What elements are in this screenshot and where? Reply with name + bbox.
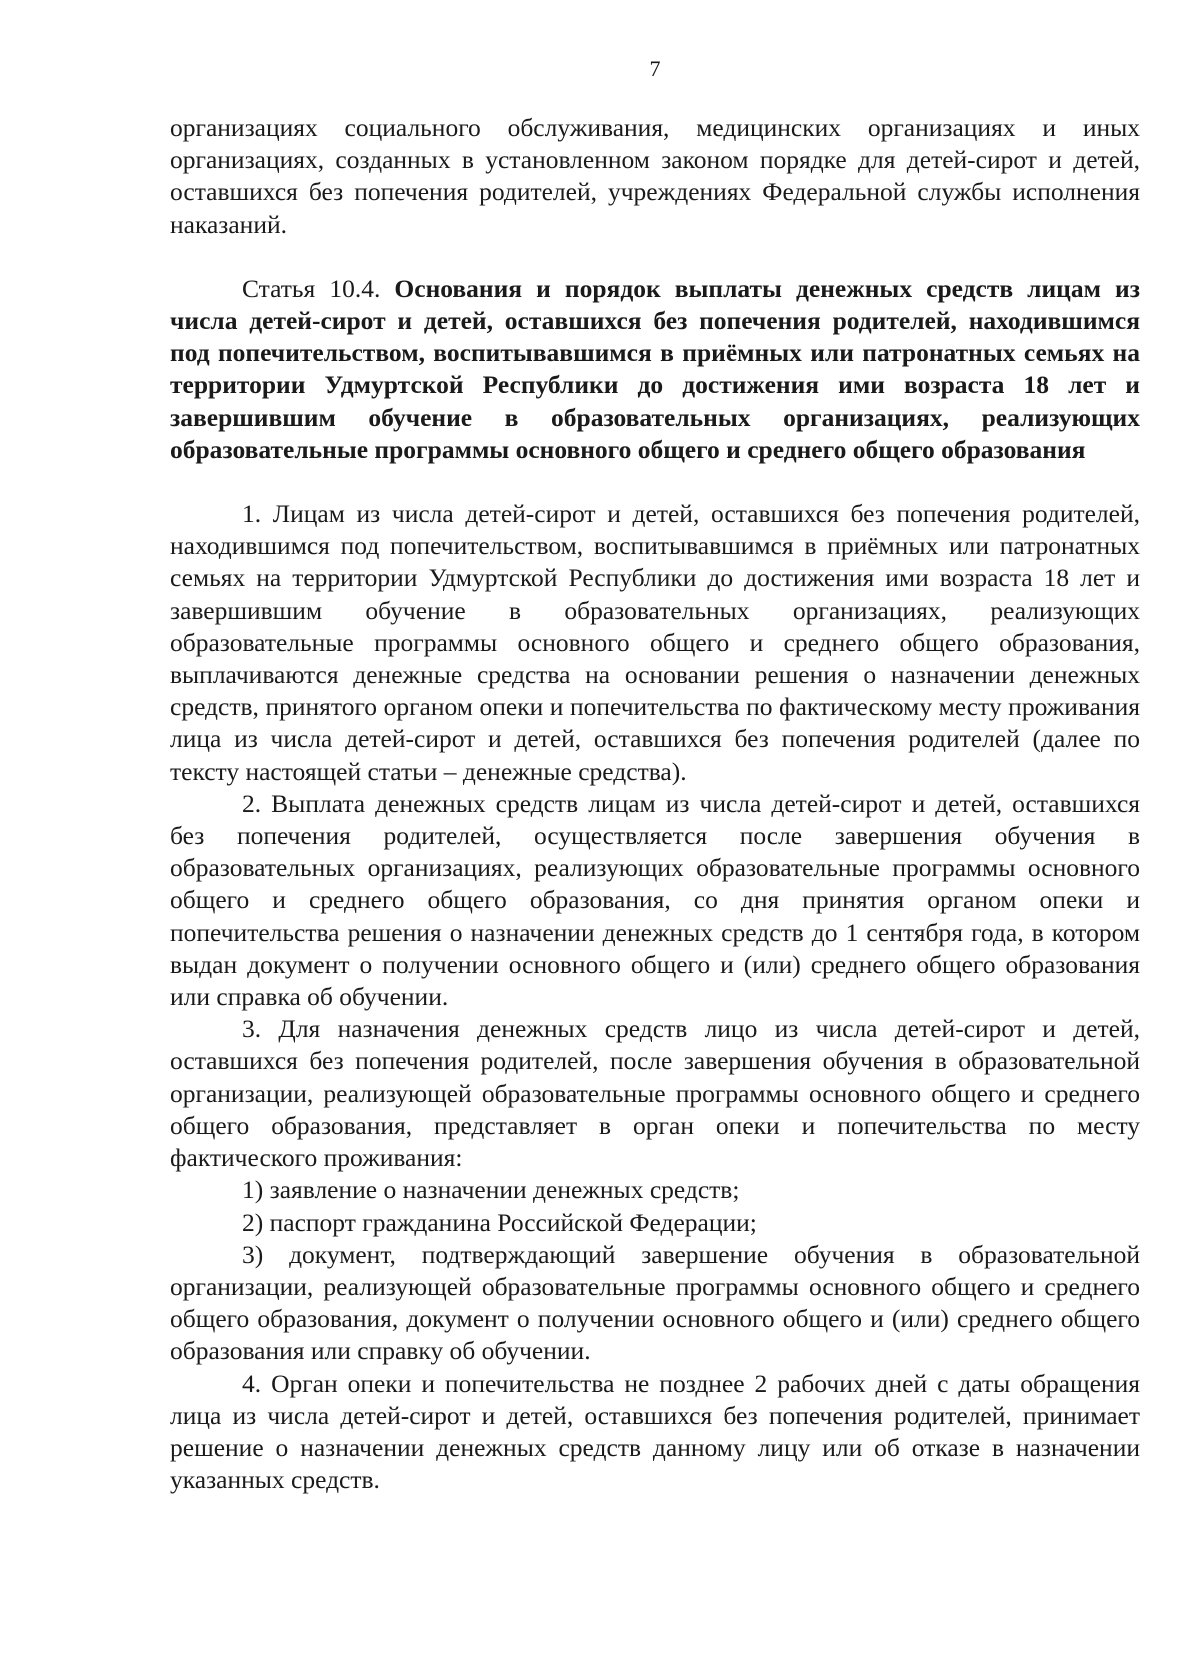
list-item-2: 2) паспорт гражданина Российской Федерации; [242, 1207, 757, 1237]
intro-paragraph: организациях социального обслуживания, медицинских организациях и иных организациях, созданных в установленном законом порядке для детей-сирот и детей, оставшихся без попечения родителей, учреждениях Федеральной службы исполнения наказаний. [170, 113, 1140, 239]
list-item-3: 3) документ, подтверждающий завершение обучения в образовательной организации, реализующей образовательные программы основного общего и среднего общего образования, документ о получении основного общего и (или) среднего общего образования или справку об обучении. [170, 1239, 1140, 1366]
document-body [170, 112, 1140, 1496]
article-heading [170, 273, 1140, 466]
page-number: 7 [649, 56, 661, 81]
paragraph-2: 2. Выплата денежных средств лицам из числа детей-сирот и детей, оставшихся без попечения родителей, осуществляется после завершения обучения в образовательных организациях, реализующих образовательные программы основного общего и среднего общего образования, со дня принятия органом опеки и попечительства решения о назначении денежных средств до 1 сентября года, в котором выдан документ о получении основного общего и (или) среднего общего образования или справка об обучении. [170, 788, 1140, 1012]
paragraph-3: 3. Для назначения денежных средств лицо из числа детей-сирот и детей, оставшихся без попечения родителей, после завершения обучения в образовательной организации, реализующей образовательные программы основного общего и среднего общего образования, представляет в орган опеки и попечительства по месту фактического проживания: [170, 1014, 1140, 1173]
article-title: Основания и порядок выплаты денежных средств лицам из числа детей-сирот и детей, оставшихся без попечения родителей, находившимся под попечительством, воспитывавшимся в приёмных или патронатных семьях на территории Удмуртской Республики до достижения ими возраста 18 лет и завершившим обучение в образовательных организациях, реализующих образовательные программы основного общего и среднего общего образования [170, 273, 1140, 464]
list-item-1: 1) заявление о назначении денежных средств; [242, 1175, 740, 1205]
paragraph-4: 4. Орган опеки и попечительства не позднее 2 рабочих дней с даты обращения лица из числа детей-сирот и детей, оставшихся без попечения родителей, принимает решение о назначении денежных средств данному лицу или об отказе в назначении указанных средств. [170, 1368, 1140, 1495]
article-label: Статья 10.4. [242, 273, 381, 303]
paragraph-1: 1. Лицам из числа детей-сирот и детей, оставшихся без попечения родителей, находившимся под попечительством, воспитывавшимся в приёмных или патронатных семьях на территории Удмуртской Республики до достижения ими возраста 18 лет и завершившим обучение в образовательных организациях, реализующих образовательные программы основного общего и среднего общего образования, выплачиваются денежные средства на основании решения о назначении денежных средств, принятого органом опеки и попечительства по фактическому месту проживания лица из числа детей-сирот и детей, оставшихся без попечения родителей (далее по тексту настоящей статьи – денежные средства). [170, 499, 1140, 786]
